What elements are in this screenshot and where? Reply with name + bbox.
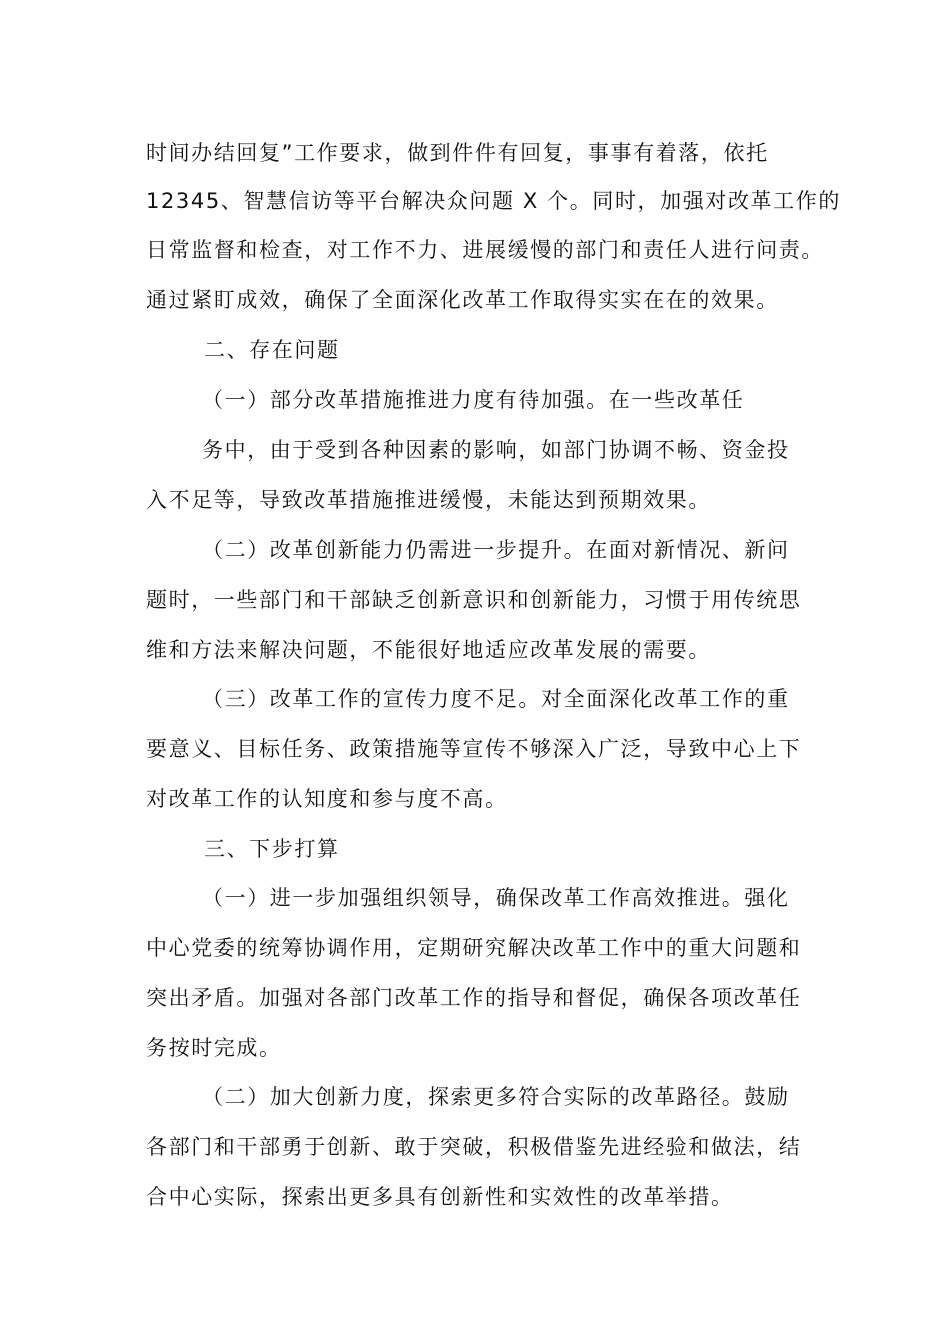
body-text-line: 入不足等，导致改革措施推进缓慢，未能达到预期效果。: [146, 488, 711, 512]
subsection-heading: （二）加大创新力度，探索更多符合实际的改革路径。鼓励: [202, 1085, 790, 1109]
body-text-line: 维和方法来解决问题，不能很好地适应改革发展的需要。: [146, 638, 711, 662]
body-text-line: 题时，一些部门和干部缺乏创新意识和创新能力，习惯于用传统思: [146, 588, 802, 612]
body-text-line: 务按时完成。: [146, 1036, 282, 1060]
body-text-line: 要意义、目标任务、政策措施等宣传不够深入广泛，导致中心上下: [146, 737, 802, 761]
body-text-line: 对改革工作的认知度和参与度不高。: [146, 787, 508, 811]
section-heading: 三、下步打算: [204, 837, 340, 861]
body-text-line: 突出矛盾。加强对各部门改革工作的指导和督促，确保各项改革任: [146, 986, 802, 1010]
body-text-line: 通过紧盯成效，确保了全面深化改革工作取得实实在在的效果。: [146, 288, 779, 312]
body-text-line: 日常监督和检查，对工作不力、进展缓慢的部门和责任人进行问责。: [146, 238, 824, 262]
subsection-heading: （一）进一步加强组织领导，确保改革工作高效推进。强化: [202, 886, 790, 910]
body-text-line: 务中，由于受到各种因素的影响，如部门协调不畅、资金投: [202, 438, 790, 462]
body-text-line: 12345、智慧信访等平台解决众问题 X 个。同时，加强对改革工作的: [146, 189, 841, 213]
body-text-line: 中心党委的统筹协调作用，定期研究解决改革工作中的重大问题和: [146, 936, 802, 960]
body-text-line: 合中心实际，探索出更多具有创新性和实效性的改革举措。: [146, 1185, 734, 1209]
subsection-heading: （二）改革创新能力仍需进一步提升。在面对新情况、新问: [202, 538, 790, 562]
subsection-heading: （三）改革工作的宣传力度不足。对全面深化改革工作的重: [202, 687, 790, 711]
body-text-line: 各部门和干部勇于创新、敢于突破，积极借鉴先进经验和做法，结: [146, 1135, 802, 1159]
section-heading: 二、存在问题: [204, 338, 340, 362]
subsection-heading: （一）部分改革措施推进力度有待加强。在一些改革任: [202, 388, 745, 412]
body-text-line: 时间办结回复”工作要求，做到件件有回复，事事有着落，依托: [146, 141, 769, 165]
